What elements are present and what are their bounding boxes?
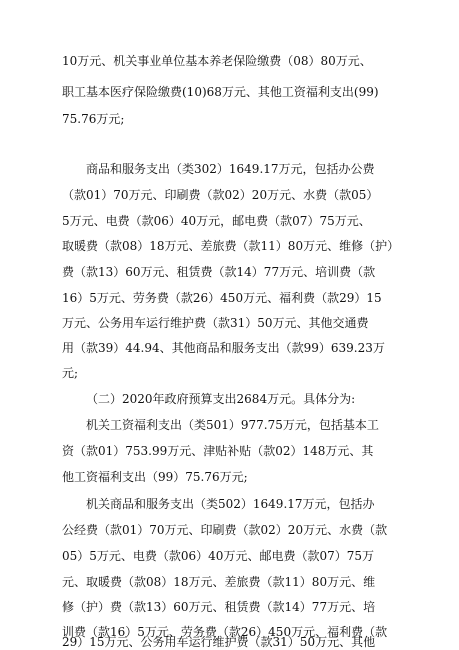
text-line: 训费（款16）5万元、劳务费（款26）450万元、福利费（款: [62, 625, 388, 639]
text-line: 公经费（款01）70万元、印刷费（款02）20万元、水费（款: [62, 523, 388, 537]
text-line: 元、取暖费（款08）18万元、差旅费（款11）80万元、维: [62, 575, 376, 589]
text-line: 10万元、机关事业单位基本养老保险缴费（08）80万元、: [62, 54, 372, 68]
text-line: （二）2020年政府预算支出2684万元。具体分为:: [86, 392, 356, 406]
text-line: 职工基本医疗保险缴费(10)68万元、其他工资福利支出(99): [62, 85, 379, 99]
text-line: 修（护）费（款13）60万元、租赁费（款14）77万元、培: [62, 600, 376, 614]
text-line: 费（款13）60万元、租赁费（款14）77万元、培训费（款: [62, 265, 376, 279]
text-line: （款01）70万元、印刷费（款02）20万元、水费（款05）: [62, 188, 379, 202]
text-line: 元;: [62, 366, 79, 380]
text-line: 万元、公务用车运行维护费（款31）50万元、其他交通费: [62, 316, 369, 330]
text-line: 05）5万元、电费（款06）40万元、邮电费（款07）75万: [62, 549, 374, 563]
text-line: 75.76万元;: [62, 112, 125, 126]
text-line: 商品和服务支出（类302）1649.17万元，包括办公费: [86, 162, 375, 176]
text-line: 机关商品和服务支出（类502）1649.17万元，包括办: [86, 497, 375, 511]
text-line: 他工资福利支出（99）75.76万元;: [62, 470, 248, 484]
text-line: 机关工资福利支出（类501）977.75万元，包括基本工: [86, 418, 379, 432]
text-line: 29）15万元、公务用车运行维护费（款31）50万元、其他: [62, 635, 376, 649]
text-line: 取暖费（款08）18万元、差旅费（款11）80万元、维修（护）: [62, 239, 400, 253]
text-line: 资（款01）753.99万元、津贴补贴（款02）148万元、其: [62, 444, 374, 458]
text-line: 用（款39）44.94、其他商品和服务支出（款99）639.23万: [62, 341, 385, 355]
text-line: 16）5万元、劳务费（款26）450万元、福利费（款29）15: [62, 291, 382, 305]
text-line: 5万元、电费（款06）40万元，邮电费（款07）75万元、: [62, 214, 371, 228]
